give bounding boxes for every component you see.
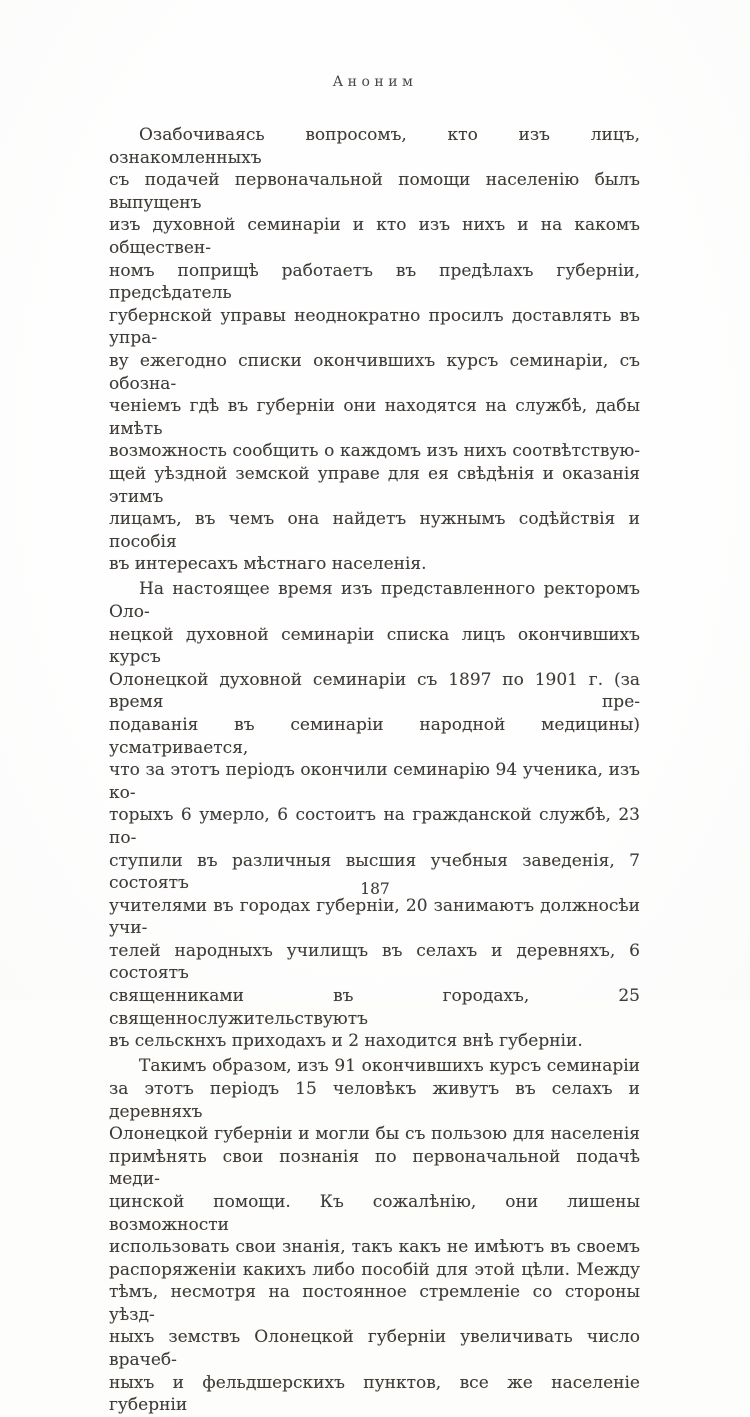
text-line: тѣмъ, несмотря на постоянное стремленіе со стороны уѣзд- xyxy=(109,1282,640,1325)
text-line: губернской управы неоднократно просилъ доставлять въ упра- xyxy=(109,305,640,349)
text-line: примѣнять свои познанія по первоначальной подачѣ меди- xyxy=(109,1146,640,1190)
text-line: священниками въ городахъ, 25 священнослужительствуютъ xyxy=(109,986,640,1029)
text-line: Озабочиваясь вопросомъ, кто изъ лицъ, ознакомленныхъ xyxy=(109,125,640,168)
text-line: На настоящее время изъ представленного ректоромъ Оло- xyxy=(109,579,640,622)
running-head: Аноним xyxy=(332,74,418,90)
text-line: ныхъ земствъ Олонецкой губерніи увеличивать число врачеб- xyxy=(109,1327,640,1371)
paragraph xyxy=(109,1055,640,1417)
text-line: щей уѣздной земской управе для ея свѣдѣнія и оказанія этимъ xyxy=(109,463,640,507)
text-line: Такимъ образом, изъ 91 окончившихъ курсъ семинаріи xyxy=(139,1056,640,1077)
text-line: ченіемъ гдѣ въ губерніи они находятся на службѣ, дабы имѣть xyxy=(109,396,640,439)
paragraph xyxy=(109,124,640,576)
page-text xyxy=(109,124,640,1417)
text-line: Олонецкой губерніи и могли бы съ пользою для населенія xyxy=(109,1124,640,1145)
text-line: изъ духовной семинаріи и кто изъ нихъ и на какомъ обществен- xyxy=(109,215,640,258)
text-line: учителями въ городах губерніи, 20 занимаютъ должносѣи учи- xyxy=(109,895,640,939)
text-line: лицамъ, въ чемъ она найдетъ нужнымъ содѣйствія и пособія xyxy=(109,509,640,552)
text-line: нецкой духовной семинаріи списка лицъ окончившихъ курсъ xyxy=(109,624,640,668)
text-line: торыхъ 6 умерло, 6 состоитъ на гражданской службѣ, 23 по- xyxy=(109,805,640,848)
text-line: что за этотъ періодъ окончили семинарію 94 ученика, изъ ко- xyxy=(109,760,640,803)
paragraph xyxy=(109,578,640,1052)
text-line: ву ежегодно списки окончившихъ курсъ семинаріи, съ обозна- xyxy=(109,350,640,394)
text-line: за этотъ періодъ 15 человѣкъ живутъ въ селахъ и деревняхъ xyxy=(109,1078,640,1122)
text-line: номъ поприщѣ работаетъ въ предѣлахъ губерніи, предсѣдатель xyxy=(109,260,640,304)
text-line: использовать свои знанія, такъ какъ не имѣютъ въ своемъ xyxy=(109,1237,640,1258)
page-number: 187 xyxy=(360,880,390,898)
text-line: телей народныхъ училищъ въ селахъ и деревняхъ, 6 состоятъ xyxy=(109,940,640,984)
text-line: подаванія въ семинаріи народной медицины) усматривается, xyxy=(109,714,640,758)
text-line: съ подачей первоначальной помощи населенію былъ выпущенъ xyxy=(109,170,640,213)
text-line: возможность сообщить о каждомъ изъ нихъ соотвѣтствую- xyxy=(109,441,640,462)
text-line: въ интересахъ мѣстнаго населенія. xyxy=(109,554,427,575)
text-line: ступили въ различныя высшия учебныя заведенія, 7 состоятъ xyxy=(109,850,640,894)
text-line: Олонецкой духовной семинаріи съ 1897 по 1901 г. (за время пре- xyxy=(109,669,640,713)
text-line: распоряженіи какихъ либо пособій для этой цѣли. Между xyxy=(109,1259,640,1280)
text-line: цинской помощи. Къ сожалѣнію, они лишены возможности xyxy=(109,1191,640,1235)
text-line: ныхъ и фельдшерскихъ пунктов, все же населеніе губерніи xyxy=(109,1372,640,1416)
text-line: въ сельскнхъ приходахъ и 2 находится внѣ губерніи. xyxy=(109,1031,583,1052)
